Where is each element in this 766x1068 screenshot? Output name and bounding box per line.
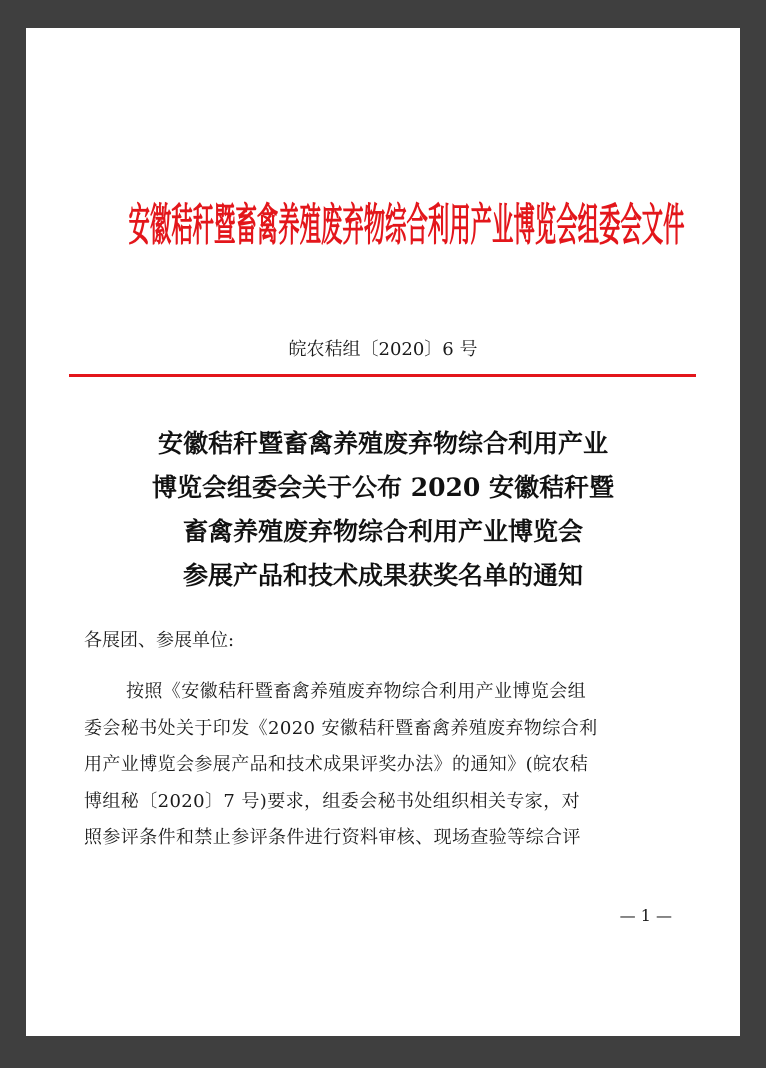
red-divider-line <box>69 374 696 377</box>
body-paragraph <box>84 674 694 857</box>
notice-title-line-2: 博览会组委会关于公布 2020 安徽秸秆暨 <box>152 473 614 502</box>
page-number: — 1 — <box>619 906 672 925</box>
body-line-2: 委会秘书处关于印发《2020 安徽秸秆暨畜禽养殖废弃物综合利 <box>84 717 598 739</box>
salutation: 各展团、参展单位: <box>84 630 235 651</box>
notice-title <box>26 422 740 598</box>
notice-title-line-4: 参展产品和技术成果获奖名单的通知 <box>182 561 583 590</box>
document-page <box>26 28 740 1036</box>
notice-title-line-3: 畜禽养殖废弃物综合利用产业博览会 <box>182 517 583 546</box>
masthead-title: 安徽秸秆暨畜禽养殖废弃物综合利用产业博览会组委会文件 <box>128 199 685 252</box>
body-line-1: 按照《安徽秸秆暨畜禽养殖废弃物综合利用产业博览会组 <box>126 681 586 702</box>
body-line-4: 博组秘〔2020〕7 号)要求，组委会秘书处组织相关专家，对 <box>84 790 581 812</box>
document-number: 皖农秸组〔2020〕6 号 <box>288 339 478 360</box>
notice-title-line-1: 安徽秸秆暨畜禽养殖废弃物综合利用产业 <box>157 429 608 458</box>
body-line-5: 照参评条件和禁止参评条件进行资料审核、现场查验等综合评 <box>84 827 581 849</box>
body-line-3: 用产业博览会参展产品和技术成果评奖办法》的通知》(皖农秸 <box>84 754 589 776</box>
